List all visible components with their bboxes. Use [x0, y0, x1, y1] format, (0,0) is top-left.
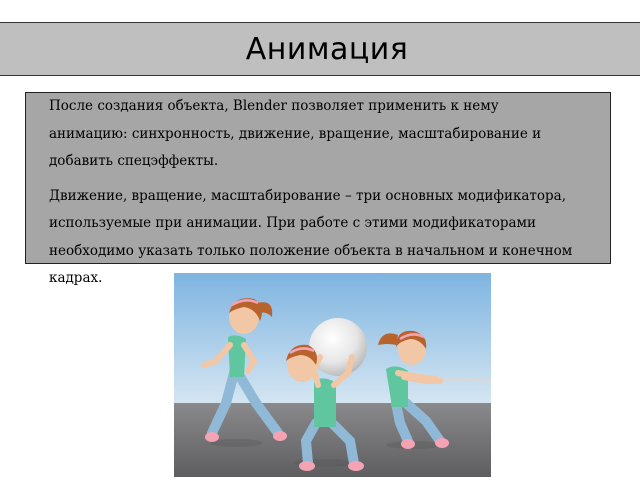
- body-text: [49, 93, 579, 300]
- slide-title: Анимация: [245, 31, 409, 67]
- animation-illustration: [174, 273, 491, 477]
- title-bar: [0, 22, 640, 76]
- paragraph-2: Движение, вращение, масштабирование – три основных модификатора, используемые при анимации. При работе с этими модификаторами необходимо указать только положение объекта в начальном и конечном кадрах.: [49, 187, 573, 286]
- paragraph-1: После создания объекта, Blender позволяет применить к нему анимацию: синхронность, движение, вращение, масштабирование и добавить спецэффекты.: [49, 98, 542, 169]
